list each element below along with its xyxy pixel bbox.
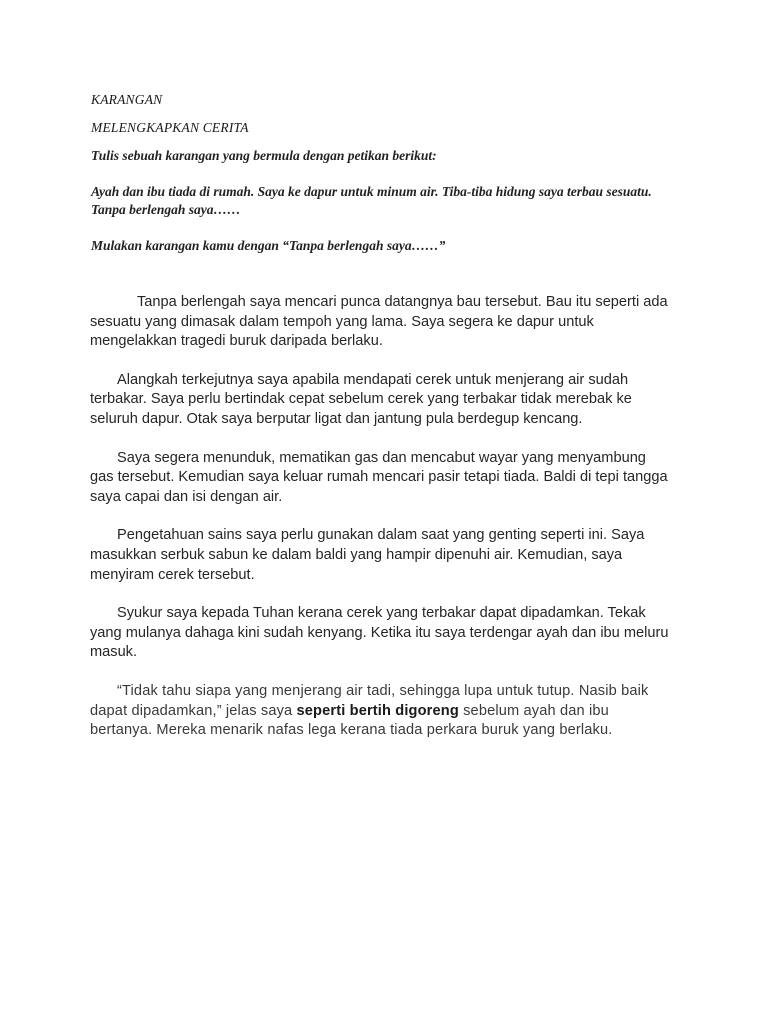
essay-paragraph-1: Tanpa berlengah saya mencari punca datangnya bau tersebut. Bau itu seperti ada sesuatu yang dimasak dalam tempoh yang lama. Saya segera ke dapur untuk mengelakkan tragedi buruk daripada berlaku.	[90, 294, 668, 350]
essay-idiom-bold: seperti bertih digoreng	[296, 702, 459, 719]
essay-paragraph-2: Alangkah terkejutnya saya apabila mendapati cerek untuk menjerang air sudah terbakar. Saya perlu bertindak cepat sebelum cerek yang terbakar tidak merebak ke seluruh dapur. Otak saya berputar ligat dan jantung pula berdegup kencang.	[90, 371, 632, 427]
instruction-text: Tulis sebuah karangan yang bermula dengan petikan berikut:	[91, 148, 437, 163]
essay-paragraph-6-end: sebelum ayah dan ibu bertanya. Mereka menarik nafas lega kerana tiada perkara buruk yang berlaku.	[90, 702, 613, 739]
essay-paragraph-6	[90, 682, 670, 741]
essay-paragraph-4: Pengetahuan sains saya perlu gunakan dalam saat yang genting seperti ini. Saya masukkan serbuk sabun ke dalam baldi yang hampir dipenuhi air. Kemudian, saya menyiram cerek tersebut.	[90, 527, 645, 583]
essay-paragraph-3: Saya segera menunduk, mematikan gas dan mencabut wayar yang menyambung gas tersebut. Kemudian saya keluar rumah mencari pasir tetapi tiada. Baldi di tepi tangga saya capai dan isi dengan air.	[90, 449, 668, 505]
document-title: KARANGAN	[91, 92, 163, 107]
excerpt-block	[91, 183, 711, 219]
excerpt-line-2: Tanpa berlengah saya……	[91, 202, 241, 217]
essay-body	[90, 293, 670, 760]
excerpt-line-1: Ayah dan ibu tiada di rumah. Saya ke dapur untuk minum air. Tiba-tiba hidung saya terbau sesuatu.	[91, 184, 652, 199]
document-subtitle: MELENGKAPKAN CERITA	[91, 120, 249, 135]
start-with-instruction: Mulakan karangan kamu dengan “Tanpa berlengah saya……”	[91, 238, 446, 253]
essay-paragraph-5: Syukur saya kepada Tuhan kerana cerek yang terbakar dapat dipadamkan. Tekak yang mulanya dahaga kini sudah kenyang. Ketika itu saya terdengar ayah dan ibu meluru masuk.	[90, 605, 669, 661]
essay-paragraph-6-start: “Tidak tahu siapa yang menjerang air tadi, sehingga lupa untuk tutup. Nasib baik dapat dipadamkan,” jelas saya	[90, 682, 649, 719]
